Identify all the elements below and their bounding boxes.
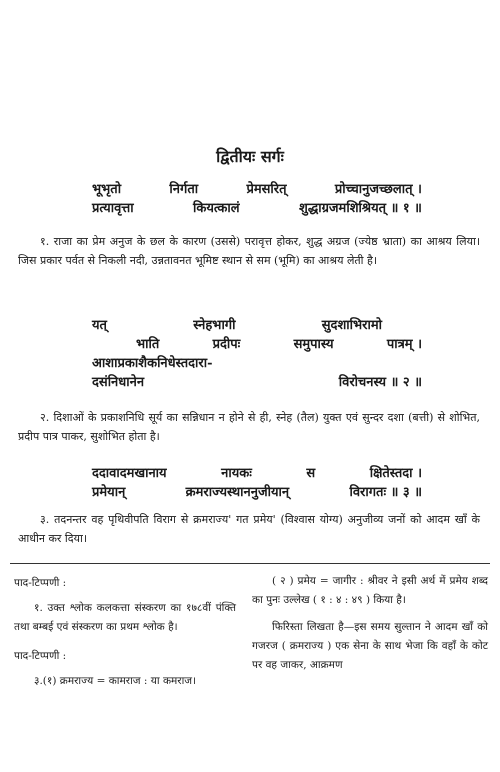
verse-word: स xyxy=(306,466,316,481)
verse-word: प्रमेयान् xyxy=(92,485,126,500)
verse-word: प्रेमसरित् xyxy=(246,182,287,197)
verse-word: प्रोच्चानुजच्छलात् । xyxy=(334,182,422,197)
commentary-text: १. राजा का प्रेम अनुज के छल के कारण (उससे) परावृत्त होकर, शुद्ध अग्रज (ज्येष्ठ भ्राता) का आश्रय लिया। जिस प्रकार पर्वत से निकली नदी, उन्नतावनत भूमिष्ट स्थान से सम (भूमि) का आश्रय लेती है। xyxy=(18,235,480,267)
footnote-text: ३.(१) क्रमराज्य = कामराज : या कमराज। xyxy=(34,675,197,687)
verse-line xyxy=(92,464,422,483)
verse-word: दसंनिधानेन xyxy=(92,375,145,390)
verse-word: विरागतः ॥ ३ ॥ xyxy=(349,485,422,500)
verse-word: आशाप्रकाशैकनिधेस्तदारा- xyxy=(92,356,213,371)
footnote-heading: पाद-टिप्पणी : xyxy=(14,650,67,662)
verse-3 xyxy=(92,464,422,502)
commentary-2 xyxy=(18,408,480,446)
footnotes-right-column xyxy=(252,572,488,683)
verse-word: विरोचनस्य ॥ २ ॥ xyxy=(338,375,422,390)
verse-word: नायकः xyxy=(221,466,252,481)
verse-line xyxy=(92,180,422,199)
verse-word: सुदशाभिरामो xyxy=(321,318,382,333)
verse-line xyxy=(92,335,422,354)
verse-word: निर्गता xyxy=(169,182,199,197)
verse-line xyxy=(92,199,422,218)
verse-word: स्नेहभागी xyxy=(193,318,236,333)
commentary-3 xyxy=(18,510,480,548)
verse-word: क्षितेस्तदा । xyxy=(369,466,422,481)
footnote-heading: पाद-टिप्पणी : xyxy=(14,577,67,589)
verse-line xyxy=(92,354,422,373)
verse-line xyxy=(92,483,422,502)
commentary-1 xyxy=(18,232,480,270)
chapter-heading: द्वितीयः सर्गः xyxy=(216,147,284,166)
footnote-text: फिरिस्ता लिखता है—इस समय सुल्तान ने आदम खाँ को गजरज ( क्रमराज्य ) एक सेना के साथ भेजा कि वहाँ के कोट पर वह जाकर, आक्रमण xyxy=(252,621,488,671)
verse-word: भाति xyxy=(136,337,160,352)
verse-2 xyxy=(92,316,422,392)
verse-word: शुद्धाग्रजमशिश्रियत् ॥ १ ॥ xyxy=(298,201,422,216)
verse-word: ददावादमखानाय xyxy=(92,466,167,481)
footnotes-left-column xyxy=(14,574,236,701)
verse-word: भूभृतो xyxy=(92,182,122,197)
footnote-text: १. उक्त श्लोक कलकत्ता संस्करण का १७८वीं पंक्ति तथा बम्बई एवं संस्करण का प्रथम श्लोक है। xyxy=(14,602,236,633)
verse-word: समुपास्य xyxy=(293,337,334,352)
footnote-text: ( २ ) प्रमेय = जागीर : श्रीवर ने इसी अर्थ में प्रमेय शब्द का पुनः उल्लेख ( १ : ४ : ४९ ) किया है। xyxy=(252,575,488,606)
verse-1 xyxy=(92,180,422,218)
commentary-text: ३. तदनन्तर वह पृथिवीपति विराग से क्रमराज्य' गत प्रमेय' (विश्वास योग्य) अनुजीव्य जनों को आदम खाँ के आधीन कर दिया। xyxy=(18,513,480,545)
verse-word: पात्रम् । xyxy=(386,337,422,352)
verse-line xyxy=(92,316,422,335)
verse-word: कियत्कालं xyxy=(193,201,240,216)
footnote-divider xyxy=(10,563,490,564)
verse-word: क्रमराज्यस्थाननुजीयान् xyxy=(185,485,290,500)
commentary-text: २. दिशाओं के प्रकाशनिधि सूर्य का सन्निधान न होने से ही, स्नेह (तैल) युक्त एवं सुन्दर दशा (बत्ती) से शोभित, प्रदीप पात्र पाकर, सुशोभित होता है। xyxy=(18,411,480,443)
verse-line xyxy=(92,373,422,392)
verse-word: यत् xyxy=(92,318,107,333)
verse-word: प्रत्यावृत्ता xyxy=(92,201,134,216)
verse-word: प्रदीपः xyxy=(212,337,241,352)
